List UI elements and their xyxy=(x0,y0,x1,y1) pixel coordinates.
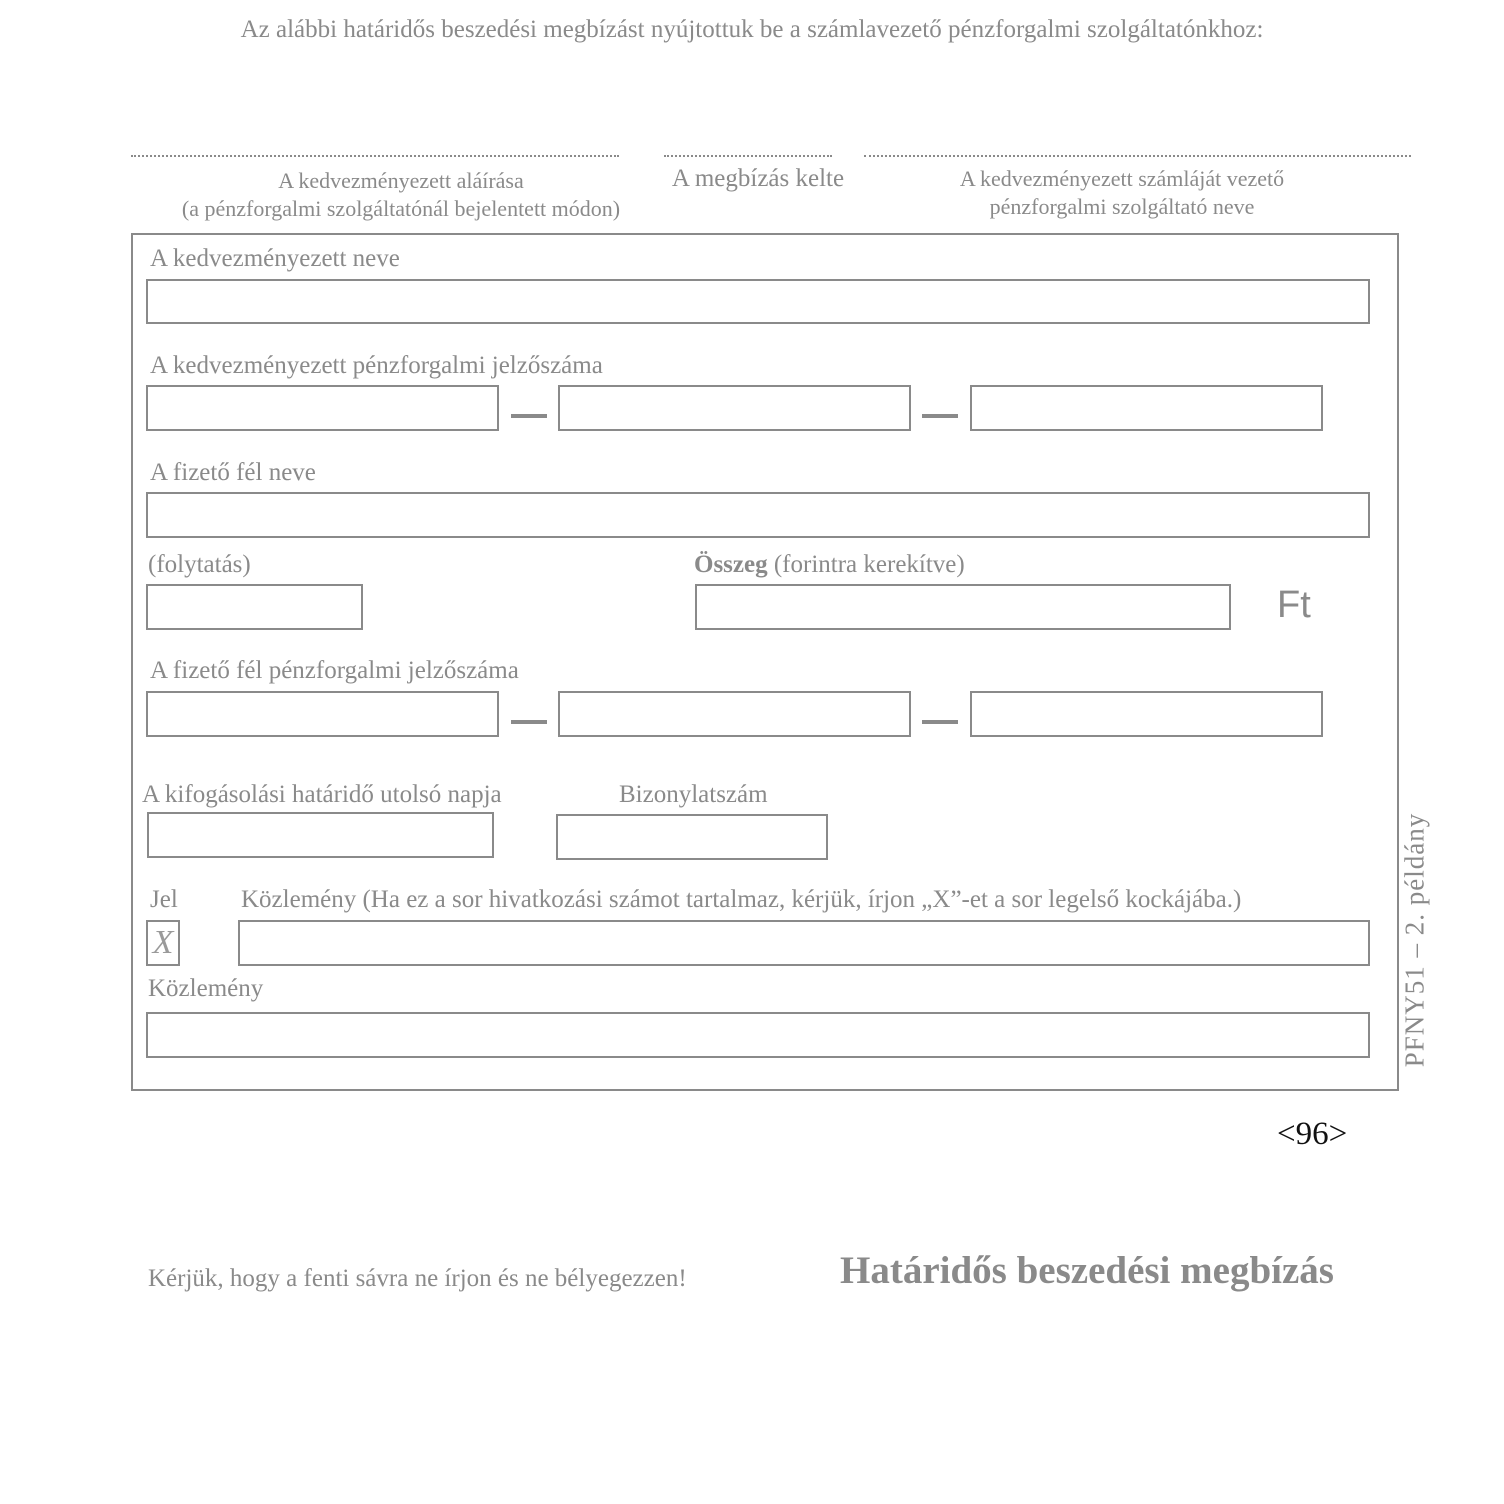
remittance-reference-field[interactable] xyxy=(238,920,1370,966)
document-number-label: Bizonylatszám xyxy=(619,781,768,808)
separator-dash xyxy=(922,720,958,724)
intro-text: Az alábbi határidős beszedési megbízást nyújtottuk be a számlavezető pénzforgalmi szolgáltatónkhoz: xyxy=(240,16,1264,43)
remittance-label: Közlemény xyxy=(148,975,264,1002)
separator-dash xyxy=(922,414,958,418)
beneficiary-account-label: A kedvezményezett pénzforgalmi jelzőszáma xyxy=(150,352,603,379)
currency-label: Ft xyxy=(1277,584,1311,626)
amount-field[interactable] xyxy=(695,584,1231,630)
beneficiary-account-field-1[interactable] xyxy=(146,385,499,431)
payer-account-field-2[interactable] xyxy=(558,691,911,737)
payer-account-field-1[interactable] xyxy=(146,691,499,737)
continuation-field[interactable] xyxy=(146,584,363,630)
footer-notice: Kérjük, hogy a fenti sávra ne írjon és ne bélyegezzen! xyxy=(148,1265,687,1292)
page-marker: <96> xyxy=(1277,1116,1348,1152)
continuation-label: (folytatás) xyxy=(148,551,251,578)
amount-label-note: (forintra kerekítve) xyxy=(773,551,965,578)
payer-account-field-3[interactable] xyxy=(970,691,1323,737)
amount-label xyxy=(694,551,965,579)
beneficiary-name-label: A kedvezményezett neve xyxy=(150,245,400,272)
deadline-label: A kifogásolási határidő utolsó napja xyxy=(142,781,502,808)
signature-label: A kedvezményezett aláírása xyxy=(278,168,524,193)
beneficiary-account-field-3[interactable] xyxy=(970,385,1323,431)
date-line xyxy=(664,155,832,157)
side-code: PFNY51 – 2. példány xyxy=(1399,812,1430,1068)
separator-dash xyxy=(511,414,547,418)
bank-label: A kedvezményezett számláját vezető xyxy=(959,166,1285,191)
separator-dash xyxy=(511,720,547,724)
amount-label-bold: Összeg xyxy=(694,551,768,578)
sign-label: Jel xyxy=(150,886,178,913)
remittance-reference-label: Közlemény (Ha ez a sor hivatkozási számot tartalmaz, kérjük, írjon „X”-et a sor legelső kockájába.) xyxy=(241,886,1242,913)
checkbox-x-mark: X xyxy=(152,924,174,961)
reference-checkbox[interactable] xyxy=(146,920,180,966)
signature-label-note: (a pénzforgalmi szolgáltatónál bejelentett módon) xyxy=(181,196,621,221)
form-title: Határidős beszedési megbízás xyxy=(840,1249,1334,1292)
payer-name-field[interactable] xyxy=(146,492,1370,538)
payer-name-label: A fizető fél neve xyxy=(150,459,316,486)
document-number-field[interactable] xyxy=(556,814,828,860)
beneficiary-name-field[interactable] xyxy=(146,279,1370,324)
bank-name-line xyxy=(864,155,1411,157)
signature-line xyxy=(131,155,619,157)
payer-account-label: A fizető fél pénzforgalmi jelzőszáma xyxy=(150,657,519,684)
deadline-field[interactable] xyxy=(147,812,494,858)
date-label: A megbízás kelte xyxy=(671,165,845,192)
remittance-field[interactable] xyxy=(146,1012,1370,1058)
bank-label-2: pénzforgalmi szolgáltató neve xyxy=(989,194,1255,219)
beneficiary-account-field-2[interactable] xyxy=(558,385,911,431)
